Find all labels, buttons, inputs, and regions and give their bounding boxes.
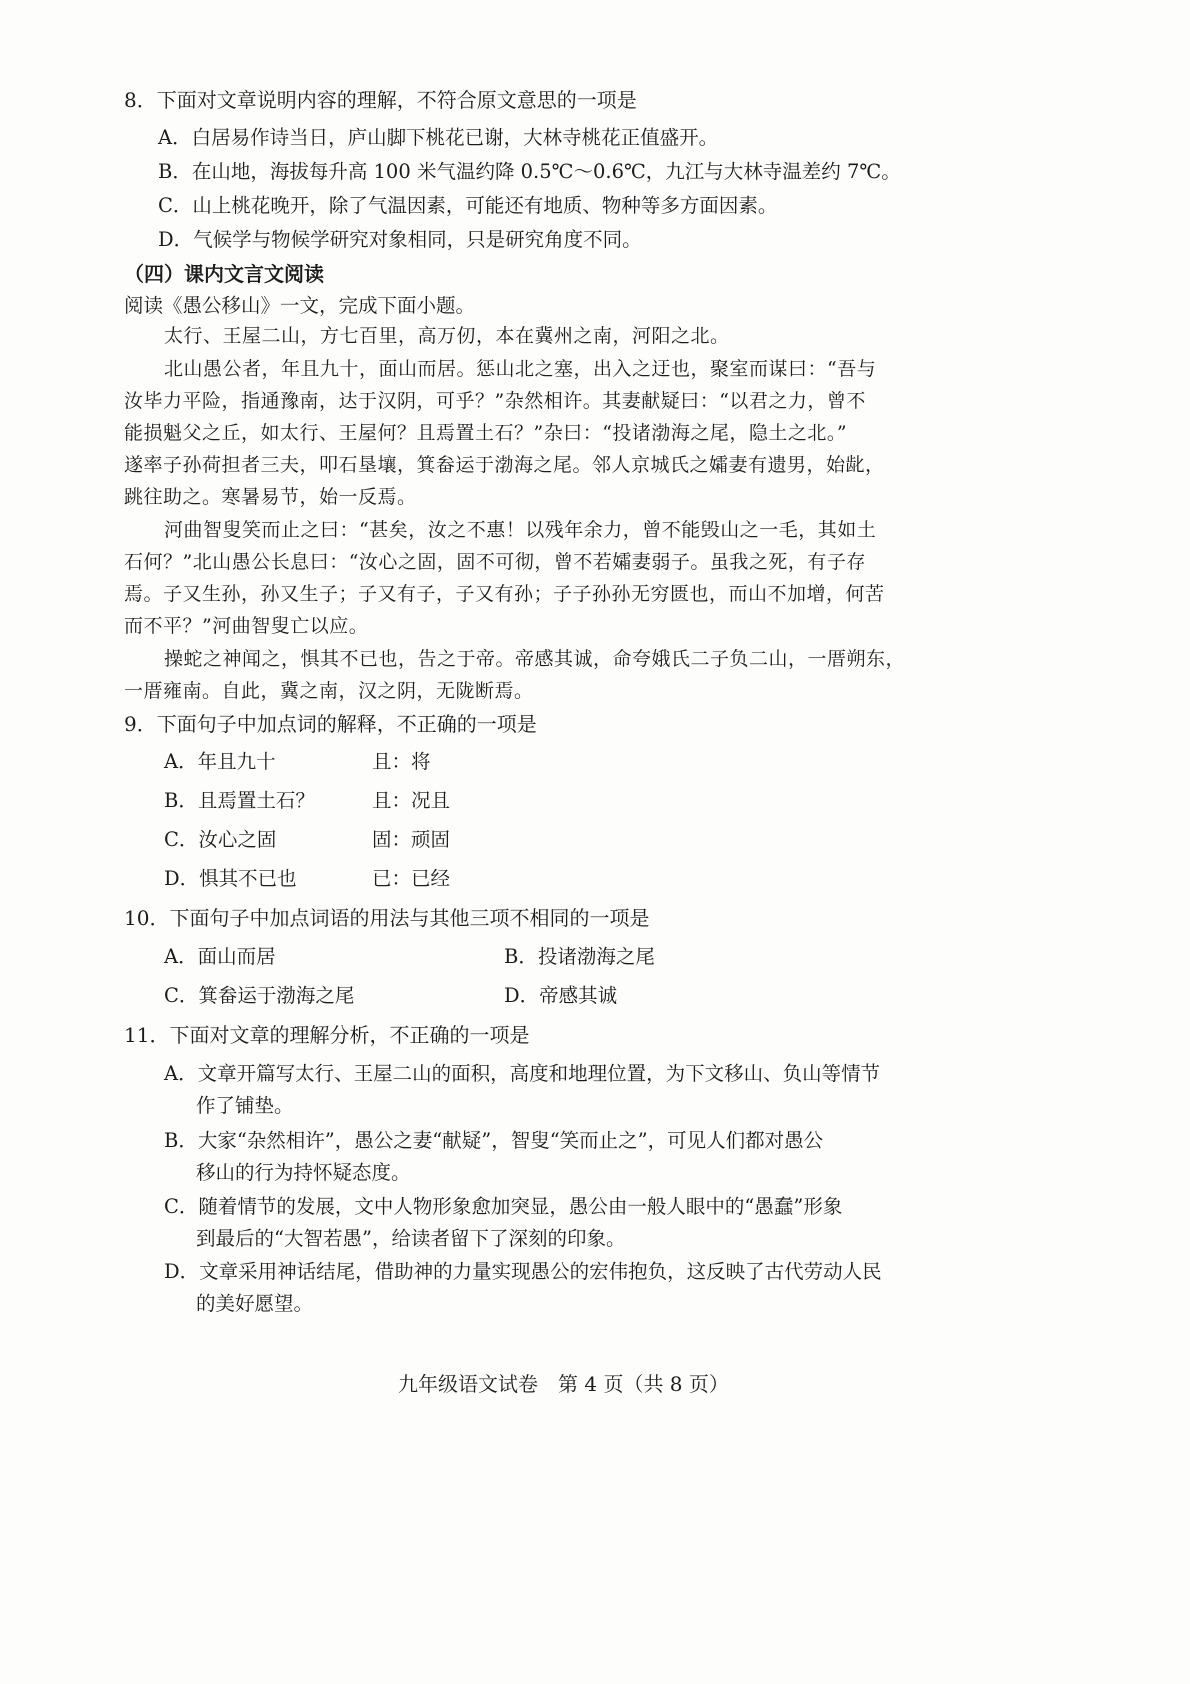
passage-line: 北山愚公者，年且九十，面山而居。惩山北之塞，出入之迂也，聚室而谋曰：“吾与 bbox=[164, 358, 877, 380]
question-10-stem: 10．下面句子中加点词语的用法与其他三项不相同的一项是 bbox=[124, 906, 650, 930]
passage-line: 焉。子又生孙，孙又生子；子又有子，子又有孙；子子孙孙无穷匮也，而山不加增，何苦 bbox=[124, 583, 885, 605]
question-11-option-b-line1: B．大家“杂然相许”，愚公之妻“献疑”，智叟“笑而止之”，可见人们都对愚公 bbox=[164, 1129, 824, 1152]
question-11-option-d-line1: D．文章采用神话结尾，借助神的力量实现愚公的宏伟抱负，这反映了古代劳动人民 bbox=[164, 1260, 882, 1283]
question-11-stem: 11．下面对文章的理解分析，不正确的一项是 bbox=[124, 1023, 530, 1047]
question-8-stem: 8．下面对文章说明内容的理解，不符合原文意思的一项是 bbox=[124, 88, 637, 112]
question-8-option-a: A．白居易作诗当日，庐山脚下桃花已谢，大林寺桃花正值盛开。 bbox=[158, 126, 719, 149]
passage-line: 汝毕力平险，指通豫南，达于汉阴，可乎？”杂然相许。其妻献疑曰：“以君之力，曾不 bbox=[124, 390, 866, 412]
question-10-option-a: A．面山而居 bbox=[164, 945, 276, 968]
passage-line: 河曲智叟笑而止之曰：“甚矣，汝之不惠！以残年余力，曾不能毁山之一毛，其如土 bbox=[164, 519, 877, 541]
question-8-option-b: B．在山地，海拔每升高 100 米气温约降 0.5℃～0.6℃，九江与大林寺温差约 7℃。 bbox=[158, 160, 901, 183]
question-11-option-c-line2: 到最后的“大智若愚”，给读者留下了深刻的印象。 bbox=[196, 1227, 626, 1250]
question-11-option-b-line2: 移山的行为持怀疑态度。 bbox=[196, 1161, 411, 1184]
question-9-option-b-gloss: 且：况且 bbox=[372, 789, 451, 812]
question-11-option-d-line2: 的美好愿望。 bbox=[196, 1292, 314, 1315]
question-9-option-a-sentence: A．年且九十 bbox=[164, 750, 276, 773]
passage-line: 而不平？”河曲智叟亡以应。 bbox=[124, 615, 369, 637]
question-9-option-d-gloss: 已：已经 bbox=[372, 867, 451, 890]
question-11-option-c-line1: C．随着情节的发展，文中人物形象愈加突显，愚公由一般人眼中的“愚蠢”形象 bbox=[164, 1195, 843, 1218]
question-11-option-a-line2: 作了铺垫。 bbox=[196, 1094, 294, 1117]
passage-line: 一厝雍南。自此，冀之南，汉之阴，无陇断焉。 bbox=[124, 680, 534, 702]
question-9-option-c-gloss: 固：顽固 bbox=[372, 828, 451, 851]
section-intro: 阅读《愚公移山》一文，完成下面小题。 bbox=[124, 294, 476, 317]
question-11-option-a-line1: A．文章开篇写太行、王屋二山的面积，高度和地理位置，为下文移山、负山等情节 bbox=[164, 1062, 881, 1085]
page-footer: 九年级语文试卷 第 4 页（共 8 页） bbox=[398, 1372, 729, 1396]
section-title: （四）课内文言文阅读 bbox=[124, 262, 324, 286]
question-9-stem: 9．下面句子中加点词的解释，不正确的一项是 bbox=[124, 712, 537, 736]
passage-line: 操蛇之神闻之，惧其不已也，告之于帝。帝感其诚，命夸娥氏二子负二山，一厝朔东， bbox=[164, 648, 906, 670]
passage-line: 跳往助之。寒暑易节，始一反焉。 bbox=[124, 486, 417, 508]
question-10-option-b: B．投诸渤海之尾 bbox=[504, 945, 655, 968]
passage-line: 能损魁父之丘，如太行、王屋何？且焉置土石？”杂曰：“投诸渤海之尾，隐土之北。” bbox=[124, 422, 848, 444]
question-9-option-b-sentence: B．且焉置土石？ bbox=[164, 789, 315, 812]
passage-line: 石何？”北山愚公长息曰：“汝心之固，固不可彻，曾不若孀妻弱子。虽我之死，有子存 bbox=[124, 551, 866, 573]
passage-line: 太行、王屋二山，方七百里，高万仞，本在冀州之南，河阳之北。 bbox=[164, 325, 730, 347]
passage-line: 遂率子孙荷担者三夫，叩石垦壤，箕畚运于渤海之尾。邻人京城氏之孀妻有遗男，始龀， bbox=[124, 454, 885, 476]
question-9-option-c-sentence: C．汝心之固 bbox=[164, 828, 277, 851]
question-9-option-d-sentence: D．惧其不已也 bbox=[164, 867, 297, 890]
question-8-option-d: D．气候学与物候学研究对象相同，只是研究角度不同。 bbox=[158, 228, 642, 251]
question-8-option-c: C．山上桃花晚开，除了气温因素，可能还有地质、物种等多方面因素。 bbox=[158, 194, 778, 217]
question-10-option-c: C．箕畚运于渤海之尾 bbox=[164, 984, 355, 1007]
question-9-option-a-gloss: 且：将 bbox=[372, 750, 431, 773]
question-10-option-d: D．帝感其诚 bbox=[504, 984, 618, 1007]
